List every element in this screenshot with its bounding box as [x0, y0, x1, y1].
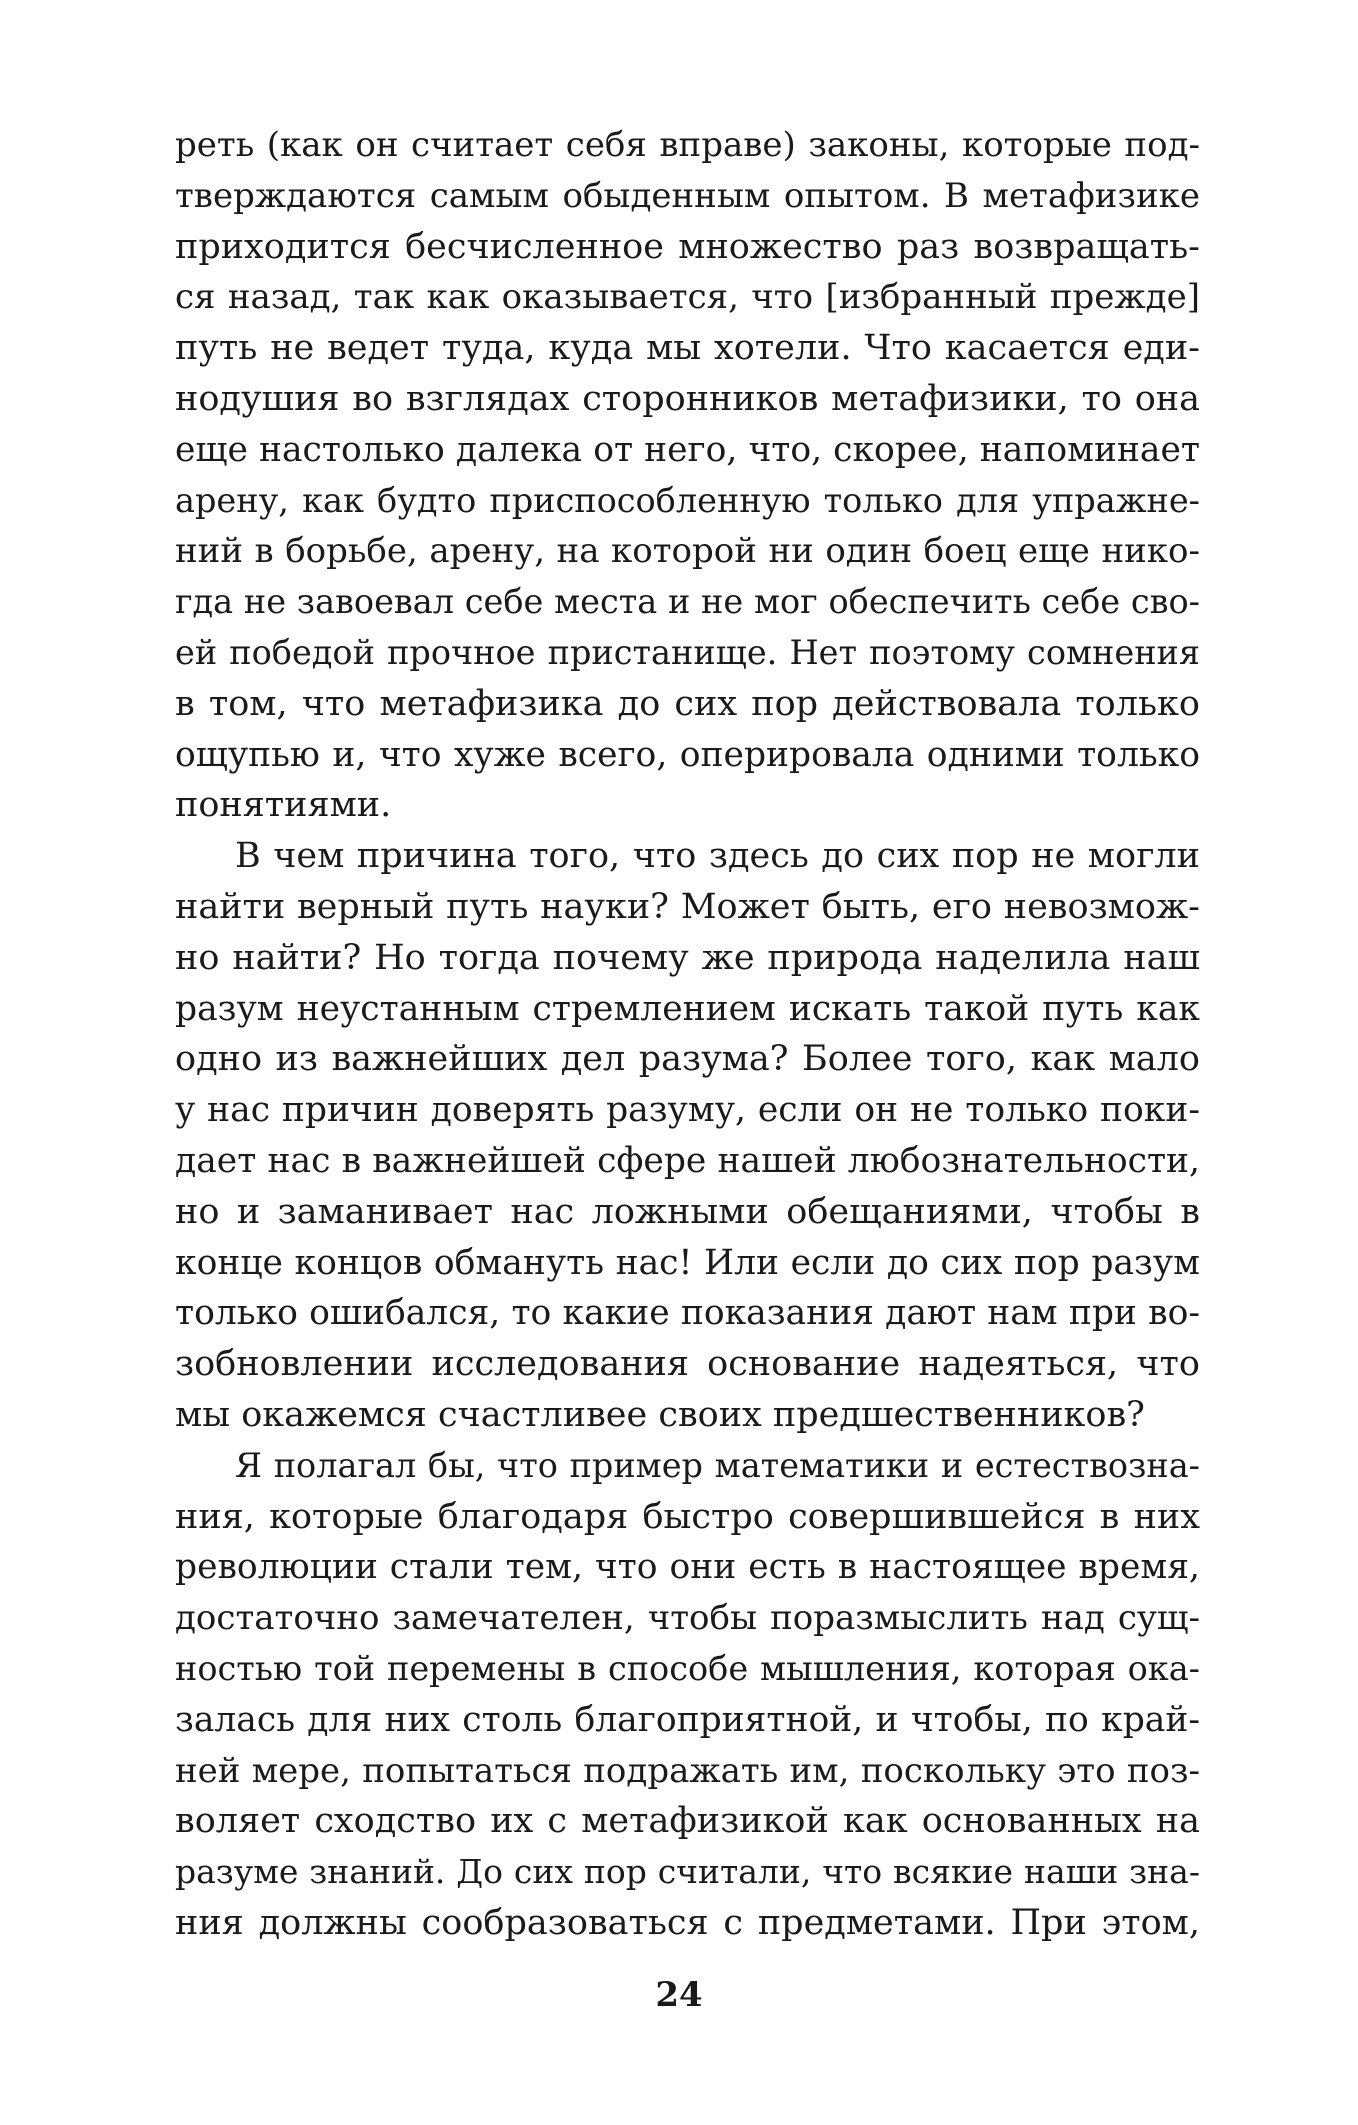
- text-line: ся назад, так как оказывается, что [избранный прежде]: [175, 277, 1200, 318]
- text-line: зобновлении исследования основание надеяться, что: [175, 1344, 1200, 1385]
- text-line: ния должны сообразоваться с предметами. При этом,: [175, 1902, 1200, 1943]
- text-line: разум неустанным стремлением искать такой путь как: [175, 988, 1200, 1029]
- text-line: мы окажемся счастливее своих предшественников?: [175, 1394, 1145, 1435]
- text-line: ощупью и, что хуже всего, оперировала одними только: [175, 734, 1200, 775]
- text-line: реть (как он считает себя вправе) законы, которые под-: [175, 125, 1200, 165]
- text-line: конце концов обмануть нас! Или если до сих пор разум: [175, 1242, 1200, 1283]
- text-line: ностью той перемены в способе мышления, которая ока-: [175, 1648, 1200, 1688]
- text-line: одно из важнейших дел разума? Более того, как мало: [175, 1039, 1200, 1080]
- text-line: найти верный путь науки? Может быть, его невозмож-: [175, 886, 1200, 927]
- body-text: [175, 120, 1200, 1949]
- text-line: у нас причин доверять разуму, если он не только поки-: [175, 1090, 1200, 1131]
- text-line: гда не завоевал себе места и не мог обеспечить себе сво-: [175, 582, 1200, 622]
- text-line: ней мере, попытаться подражать им, поскольку это поз-: [175, 1750, 1200, 1791]
- text-line: достаточно замечателен, чтобы поразмыслить над сущ-: [175, 1598, 1200, 1639]
- text-line: ей победой прочное пристанище. Нет поэтому сомнения: [175, 632, 1200, 672]
- page-number: 24: [655, 1975, 703, 2015]
- text-line: ния, которые благодаря быстро совершившейся в них: [175, 1496, 1200, 1537]
- text-line: но найти? Но тогда почему же природа наделила наш: [175, 937, 1200, 978]
- text-line: В чем причина того, что здесь до сих пор не могли: [235, 836, 1200, 877]
- text-line: только ошибался, то какие показания дают нам при во-: [175, 1293, 1200, 1334]
- text-line: в том, что метафизика до сих пор действовала только: [175, 683, 1200, 724]
- text-line: понятиями.: [175, 785, 392, 826]
- text-line: революции стали тем, что они есть в настоящее время,: [175, 1547, 1200, 1588]
- text-line: приходится бесчисленное множество раз возвращать-: [175, 226, 1200, 267]
- text-line: Я полагал бы, что пример математики и естествозна-: [235, 1445, 1200, 1485]
- text-line: воляет сходство их с метафизикой как основанных на: [175, 1801, 1200, 1842]
- text-line: путь не ведет туда, куда мы хотели. Что касается еди-: [175, 328, 1200, 369]
- text-line: залась для них столь благоприятной, и чтобы, по край-: [175, 1699, 1200, 1740]
- text-line: ний в борьбе, арену, на которой ни один боец еще нико-: [175, 531, 1200, 572]
- text-line: но и заманивает нас ложными обещаниями, чтобы в: [175, 1191, 1200, 1232]
- text-line: еще настолько далека от него, что, скорее, напоминает: [175, 429, 1200, 470]
- text-line: арену, как будто приспособленную только для упражне-: [175, 480, 1200, 520]
- text-line: дает нас в важнейшей сфере нашей любознательности,: [175, 1140, 1200, 1181]
- text-line: разуме знаний. До сих пор считали, что всякие наши зна-: [175, 1852, 1200, 1892]
- text-line: тверждаются самым обыденным опытом. В метафизике: [175, 175, 1200, 216]
- text-line: нодушия во взглядах сторонников метафизики, то она: [175, 378, 1200, 419]
